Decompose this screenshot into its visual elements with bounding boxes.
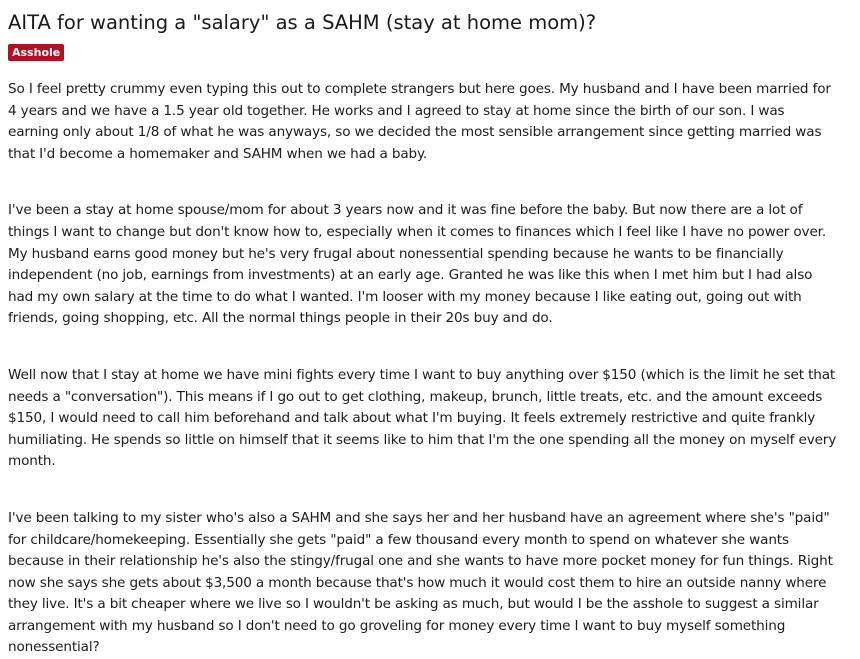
paragraph: So I feel pretty crummy even typing this out to complete strangers but here goes. My husband and I have been married for 4 years and we have a 1.5 year old together. He works and I agreed to stay at home since the birth of our son. I was earning only about 1/8 of what he was anyways, so we decided the most sensible arrangement since getting married was that I'd become a homemaker and SAHM when we had a baby.: [8, 81, 831, 162]
paragraph: I've been talking to my sister who's also a SAHM and she says her and her husband have an agreement where she's "paid" for childcare/homekeeping. Essentially she gets "paid" a few thousand every month to spend on whatever she wants because in their relationship he's also the stingy/frugal one and she wants to have more pocket money for fun things. Right now she says she gets about $3,500 a month because that's how much it would cost them to hire an outside nanny where they live. It's a bit cheaper where we live so I wouldn't be asking as much, but would I be the asshole to suggest a similar arrangement with my husband so I don't need to go groveling for money every time I want to buy myself something nonessential?: [8, 509, 833, 656]
post-title[interactable]: AITA for wanting a "salary" as a SAHM (stay at home mom)?: [8, 11, 597, 34]
paragraph: Well now that I stay at home we have mini fights every time I want to buy anything over $150 (which is the limit he set that needs a "conversation"). This means if I go out to get clothing, makeup, brunch, little treats, etc. and the amount exceeds $150, I would need to call him beforehand and talk about what I'm buying. It feels extremely restrictive and quite frankly humiliating. He spends so little on himself that it seems like to him that I'm the one spending all the money on myself every month.: [8, 366, 837, 470]
flair-badge[interactable]: Asshole: [8, 44, 64, 61]
post-body: [8, 79, 838, 659]
paragraph: I've been a stay at home spouse/mom for about 3 years now and it was fine before the baby. But now there are a lot of things I want to change but don't know how to, especially when it comes to finances which I feel like I have no power over. My husband earns good money but he's very frugal about nonessential spending because he wants to be financially independent (no job, earnings from investments) at an early age. Granted he was like this when I met him but I had also had my own salary at the time to do what I wanted. I'm looser with my money because I like eating out, going out with friends, going shopping, etc. All the normal things people in their 20s buy and do.: [8, 202, 827, 327]
